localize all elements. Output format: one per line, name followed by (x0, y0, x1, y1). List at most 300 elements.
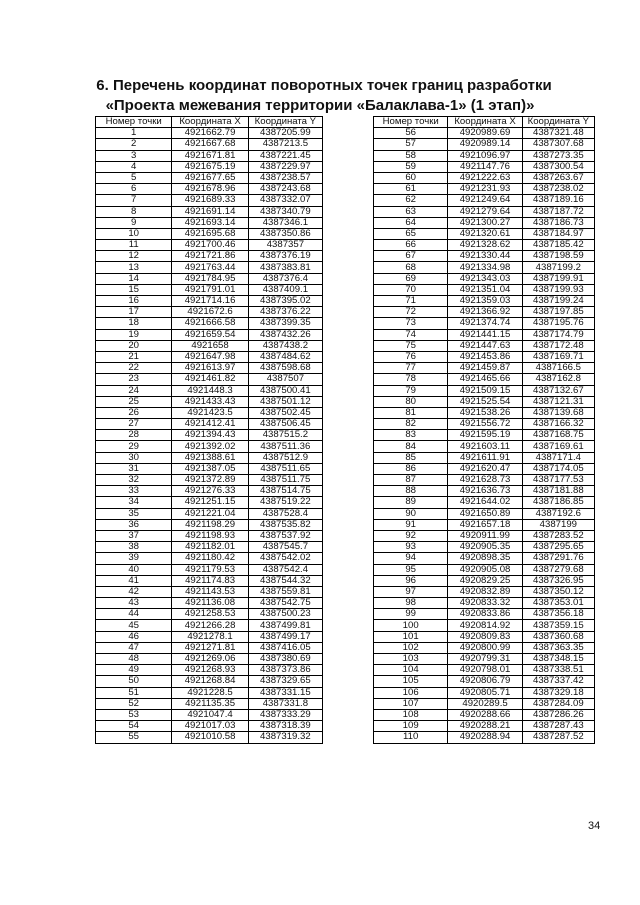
table-row (374, 419, 595, 430)
cell-coord-x: 4921613.97 (172, 363, 248, 374)
cell-coord-y: 4387331.15 (248, 687, 322, 698)
cell-coord-x: 4921650.89 (448, 508, 522, 519)
cell-coord-y: 4387329.18 (522, 687, 594, 698)
cell-coord-y: 4387291.76 (522, 553, 594, 564)
cell-coord-x: 4920809.83 (448, 631, 522, 642)
cell-coord-y: 4387511.65 (248, 463, 322, 474)
table-header-row (374, 117, 595, 128)
cell-point-number: 33 (96, 486, 172, 497)
cell-point-number: 10 (96, 228, 172, 239)
table-row (96, 150, 323, 161)
table-row (374, 374, 595, 385)
cell-point-number: 44 (96, 609, 172, 620)
cell-coord-y: 4387338.51 (522, 665, 594, 676)
table-row (96, 161, 323, 172)
cell-coord-y: 4387360.68 (522, 631, 594, 642)
cell-coord-x: 4920829.25 (448, 575, 522, 586)
cell-point-number: 77 (374, 363, 448, 374)
cell-point-number: 64 (374, 217, 448, 228)
cell-coord-x: 4921671.81 (172, 150, 248, 161)
cell-point-number: 80 (374, 396, 448, 407)
table-row (96, 251, 323, 262)
table-row (96, 676, 323, 687)
header-point-number: Номер точки (374, 117, 448, 128)
cell-coord-x: 4921667.68 (172, 139, 248, 150)
cell-point-number: 88 (374, 486, 448, 497)
cell-point-number: 85 (374, 452, 448, 463)
cell-coord-x: 4921182.01 (172, 542, 248, 553)
table-row (374, 161, 595, 172)
cell-coord-x: 4921672.6 (172, 307, 248, 318)
cell-coord-x: 4921721.86 (172, 251, 248, 262)
cell-coord-x: 4921222.63 (448, 172, 522, 183)
table-row (96, 284, 323, 295)
cell-coord-x: 4921538.26 (448, 407, 522, 418)
table-row (96, 296, 323, 307)
table-row (96, 240, 323, 251)
table-row (96, 307, 323, 318)
cell-coord-x: 4921135.35 (172, 698, 248, 709)
cell-coord-y: 4387198.59 (522, 251, 594, 262)
cell-coord-y: 4387537.92 (248, 530, 322, 541)
cell-coord-x: 4921461.82 (172, 374, 248, 385)
cell-coord-y: 4387337.42 (522, 676, 594, 687)
table-row (96, 340, 323, 351)
cell-coord-y: 4387326.95 (522, 575, 594, 586)
cell-coord-x: 4921659.54 (172, 329, 248, 340)
table-row (374, 665, 595, 676)
cell-coord-y: 4387511.36 (248, 441, 322, 452)
cell-coord-x: 4921374.74 (448, 318, 522, 329)
table-row (96, 654, 323, 665)
cell-coord-y: 4387168.75 (522, 430, 594, 441)
cell-point-number: 93 (374, 542, 448, 553)
cell-coord-y: 4387399.35 (248, 318, 322, 329)
cell-point-number: 71 (374, 296, 448, 307)
table-row (374, 642, 595, 653)
cell-coord-y: 4387395.02 (248, 296, 322, 307)
title-line-2: «Проекта межевания территории «Балаклава-1» (1 этап)» (105, 97, 535, 114)
cell-point-number: 105 (374, 676, 448, 687)
cell-point-number: 30 (96, 452, 172, 463)
cell-coord-x: 4921453.86 (448, 351, 522, 362)
cell-coord-x: 4921387.05 (172, 463, 248, 474)
cell-point-number: 69 (374, 273, 448, 284)
cell-point-number: 51 (96, 687, 172, 698)
table-row (374, 329, 595, 340)
cell-coord-x: 4921647.98 (172, 351, 248, 362)
cell-coord-x: 4921198.29 (172, 519, 248, 530)
cell-coord-x: 4921394.43 (172, 430, 248, 441)
table-row (374, 284, 595, 295)
cell-point-number: 28 (96, 430, 172, 441)
cell-coord-x: 4921278.1 (172, 631, 248, 642)
cell-point-number: 38 (96, 542, 172, 553)
cell-coord-x: 4921763.44 (172, 262, 248, 273)
table-row (96, 217, 323, 228)
coordinates-table-left (95, 116, 323, 744)
cell-coord-x: 4921459.87 (448, 363, 522, 374)
cell-point-number: 89 (374, 497, 448, 508)
cell-point-number: 34 (96, 497, 172, 508)
cell-coord-y: 4387363.35 (522, 642, 594, 653)
cell-coord-y: 4387169.61 (522, 441, 594, 452)
cell-coord-y: 4387121.31 (522, 396, 594, 407)
cell-point-number: 90 (374, 508, 448, 519)
cell-point-number: 47 (96, 642, 172, 653)
cell-point-number: 92 (374, 530, 448, 541)
cell-coord-y: 4387380.69 (248, 654, 322, 665)
cell-coord-x: 4921268.84 (172, 676, 248, 687)
table-row (374, 698, 595, 709)
cell-coord-x: 4921525.54 (448, 396, 522, 407)
cell-coord-x: 4921143.53 (172, 586, 248, 597)
table-row (374, 575, 595, 586)
table-row (374, 262, 595, 273)
table-row (96, 631, 323, 642)
table-row (374, 351, 595, 362)
cell-coord-y: 4387166.32 (522, 419, 594, 430)
cell-coord-x: 4921047.4 (172, 709, 248, 720)
cell-coord-y: 4387199.2 (522, 262, 594, 273)
cell-point-number: 22 (96, 363, 172, 374)
cell-point-number: 60 (374, 172, 448, 183)
cell-coord-y: 4387545.7 (248, 542, 322, 553)
table-row (374, 687, 595, 698)
cell-point-number: 101 (374, 631, 448, 642)
cell-coord-x: 4921636.73 (448, 486, 522, 497)
cell-point-number: 97 (374, 586, 448, 597)
cell-point-number: 35 (96, 508, 172, 519)
table-row (374, 676, 595, 687)
cell-coord-x: 4921174.83 (172, 575, 248, 586)
table-row (96, 497, 323, 508)
cell-point-number: 49 (96, 665, 172, 676)
cell-coord-y: 4387329.65 (248, 676, 322, 687)
page-number: 34 (588, 820, 601, 832)
table-row (374, 385, 595, 396)
cell-coord-x: 4921017.03 (172, 721, 248, 732)
cell-coord-y: 4387350.86 (248, 228, 322, 239)
cell-point-number: 52 (96, 698, 172, 709)
cell-point-number: 61 (374, 184, 448, 195)
cell-point-number: 13 (96, 262, 172, 273)
cell-point-number: 108 (374, 709, 448, 720)
cell-coord-x: 4921784.95 (172, 273, 248, 284)
cell-coord-y: 4387356.18 (522, 609, 594, 620)
cell-coord-y: 4387598.68 (248, 363, 322, 374)
cell-point-number: 11 (96, 240, 172, 251)
table-row (374, 542, 595, 553)
cell-point-number: 104 (374, 665, 448, 676)
cell-coord-x: 4921010.58 (172, 732, 248, 743)
cell-coord-y: 4387199.24 (522, 296, 594, 307)
cell-point-number: 98 (374, 598, 448, 609)
cell-coord-x: 4921644.02 (448, 497, 522, 508)
table-row (96, 698, 323, 709)
cell-coord-y: 4387279.68 (522, 564, 594, 575)
cell-coord-x: 4920288.21 (448, 721, 522, 732)
cell-coord-y: 4387192.6 (522, 508, 594, 519)
cell-coord-x: 4921678.96 (172, 184, 248, 195)
cell-point-number: 63 (374, 206, 448, 217)
cell-coord-x: 4921433.43 (172, 396, 248, 407)
cell-coord-y: 4387353.01 (522, 598, 594, 609)
cell-coord-x: 4921269.06 (172, 654, 248, 665)
cell-coord-y: 4387166.5 (522, 363, 594, 374)
table-row (374, 363, 595, 374)
cell-coord-y: 4387535.82 (248, 519, 322, 530)
cell-point-number: 7 (96, 195, 172, 206)
table-row (374, 497, 595, 508)
table-row (374, 564, 595, 575)
table-row (374, 273, 595, 284)
cell-coord-y: 4387186.73 (522, 217, 594, 228)
header-coord-x: Координата X (172, 117, 248, 128)
table-row (96, 665, 323, 676)
table-row (96, 553, 323, 564)
cell-coord-x: 4920806.79 (448, 676, 522, 687)
cell-coord-y: 4387359.15 (522, 620, 594, 631)
table-row (374, 475, 595, 486)
cell-coord-x: 4920814.92 (448, 620, 522, 631)
header-coord-y: Координата Y (522, 117, 594, 128)
cell-coord-y: 4387333.29 (248, 709, 322, 720)
cell-coord-y: 4387187.72 (522, 206, 594, 217)
cell-point-number: 29 (96, 441, 172, 452)
cell-coord-x: 4920799.31 (448, 654, 522, 665)
cell-coord-y: 4387321.48 (522, 128, 594, 139)
cell-coord-x: 4920833.86 (448, 609, 522, 620)
cell-coord-y: 4387438.2 (248, 340, 322, 351)
cell-point-number: 102 (374, 642, 448, 653)
cell-coord-x: 4921249.64 (448, 195, 522, 206)
cell-coord-y: 4387300.54 (522, 161, 594, 172)
cell-point-number: 46 (96, 631, 172, 642)
cell-point-number: 43 (96, 598, 172, 609)
cell-coord-y: 4387542.75 (248, 598, 322, 609)
table-row (96, 206, 323, 217)
table-row (96, 139, 323, 150)
table-row (374, 463, 595, 474)
cell-coord-y: 4387542.4 (248, 564, 322, 575)
table-row (96, 228, 323, 239)
table-row (96, 530, 323, 541)
cell-point-number: 94 (374, 553, 448, 564)
cell-coord-y: 4387512.9 (248, 452, 322, 463)
table-row (374, 452, 595, 463)
cell-coord-y: 4387139.68 (522, 407, 594, 418)
cell-coord-y: 4387169.71 (522, 351, 594, 362)
cell-point-number: 96 (374, 575, 448, 586)
cell-coord-x: 4921620.47 (448, 463, 522, 474)
table-row (96, 262, 323, 273)
table-row (96, 486, 323, 497)
table-row (96, 351, 323, 362)
cell-point-number: 8 (96, 206, 172, 217)
cell-coord-x: 4920905.35 (448, 542, 522, 553)
table-row (374, 654, 595, 665)
cell-coord-x: 4921266.28 (172, 620, 248, 631)
cell-coord-x: 4921334.98 (448, 262, 522, 273)
cell-coord-y: 4387373.86 (248, 665, 322, 676)
cell-coord-x: 4921330.44 (448, 251, 522, 262)
cell-point-number: 18 (96, 318, 172, 329)
cell-point-number: 106 (374, 687, 448, 698)
cell-point-number: 109 (374, 721, 448, 732)
cell-coord-x: 4920288.66 (448, 709, 522, 720)
table-row (374, 407, 595, 418)
table-row (96, 452, 323, 463)
cell-point-number: 37 (96, 530, 172, 541)
cell-coord-x: 4921359.03 (448, 296, 522, 307)
cell-point-number: 91 (374, 519, 448, 530)
cell-coord-x: 4921271.81 (172, 642, 248, 653)
cell-coord-y: 4387519.22 (248, 497, 322, 508)
cell-coord-x: 4921372.89 (172, 475, 248, 486)
table-row (374, 631, 595, 642)
header-point-number: Номер точки (96, 117, 172, 128)
coordinates-table-right (373, 116, 595, 744)
table-row (374, 441, 595, 452)
cell-coord-x: 4921366.92 (448, 307, 522, 318)
table-row (96, 598, 323, 609)
cell-coord-x: 4921662.79 (172, 128, 248, 139)
cell-coord-x: 4921328.62 (448, 240, 522, 251)
cell-coord-x: 4920805.71 (448, 687, 522, 698)
cell-point-number: 81 (374, 407, 448, 418)
cell-point-number: 4 (96, 161, 172, 172)
table-row (374, 486, 595, 497)
cell-coord-y: 4387514.75 (248, 486, 322, 497)
cell-coord-x: 4921268.93 (172, 665, 248, 676)
cell-coord-y: 4387243.68 (248, 184, 322, 195)
cell-coord-y: 4387340.79 (248, 206, 322, 217)
cell-coord-x: 4921595.19 (448, 430, 522, 441)
cell-point-number: 41 (96, 575, 172, 586)
cell-coord-x: 4921611.91 (448, 452, 522, 463)
cell-point-number: 78 (374, 374, 448, 385)
cell-coord-y: 4387318.39 (248, 721, 322, 732)
cell-coord-x: 4921279.64 (448, 206, 522, 217)
cell-coord-x: 4921658 (172, 340, 248, 351)
table-row (374, 128, 595, 139)
cell-coord-y: 4387499.17 (248, 631, 322, 642)
cell-coord-y: 4387295.65 (522, 542, 594, 553)
cell-point-number: 12 (96, 251, 172, 262)
cell-coord-y: 4387199.91 (522, 273, 594, 284)
cell-coord-x: 4921509.15 (448, 385, 522, 396)
cell-coord-x: 4921714.16 (172, 296, 248, 307)
table-row (96, 508, 323, 519)
cell-coord-y: 4387499.81 (248, 620, 322, 631)
cell-point-number: 25 (96, 396, 172, 407)
cell-coord-y: 4387346.1 (248, 217, 322, 228)
cell-point-number: 75 (374, 340, 448, 351)
cell-coord-x: 4921675.19 (172, 161, 248, 172)
cell-coord-y: 4387348.15 (522, 654, 594, 665)
cell-point-number: 26 (96, 407, 172, 418)
table-row (374, 296, 595, 307)
cell-coord-x: 4920989.14 (448, 139, 522, 150)
cell-coord-x: 4921300.27 (448, 217, 522, 228)
cell-coord-y: 4387376.22 (248, 307, 322, 318)
cell-coord-x: 4921556.72 (448, 419, 522, 430)
cell-coord-x: 4921628.73 (448, 475, 522, 486)
cell-coord-x: 4921136.08 (172, 598, 248, 609)
cell-coord-x: 4921351.04 (448, 284, 522, 295)
cell-coord-x: 4921228.5 (172, 687, 248, 698)
cell-coord-y: 4387319.32 (248, 732, 322, 743)
cell-coord-x: 4921231.93 (448, 184, 522, 195)
table-row (96, 273, 323, 284)
table-row (96, 732, 323, 743)
table-row (374, 240, 595, 251)
table-row (374, 307, 595, 318)
cell-point-number: 48 (96, 654, 172, 665)
cell-coord-y: 4387238.57 (248, 172, 322, 183)
table-row (96, 363, 323, 374)
cell-coord-y: 4387286.26 (522, 709, 594, 720)
cell-point-number: 99 (374, 609, 448, 620)
cell-point-number: 95 (374, 564, 448, 575)
cell-coord-y: 4387307.68 (522, 139, 594, 150)
cell-point-number: 15 (96, 284, 172, 295)
table-row (96, 195, 323, 206)
table-row (96, 575, 323, 586)
title-line-1: 6. Перечень координат поворотных точек границ разработки (96, 77, 552, 94)
cell-point-number: 16 (96, 296, 172, 307)
cell-point-number: 2 (96, 139, 172, 150)
cell-point-number: 62 (374, 195, 448, 206)
cell-coord-y: 4387189.16 (522, 195, 594, 206)
table-row (96, 586, 323, 597)
cell-coord-x: 4921448.3 (172, 385, 248, 396)
table-row (96, 721, 323, 732)
cell-coord-y: 4387185.42 (522, 240, 594, 251)
table-row (374, 519, 595, 530)
table-row (374, 206, 595, 217)
cell-point-number: 1 (96, 128, 172, 139)
table-row (374, 598, 595, 609)
cell-coord-y: 4387332.07 (248, 195, 322, 206)
cell-coord-y: 4387184.97 (522, 228, 594, 239)
cell-coord-y: 4387177.53 (522, 475, 594, 486)
cell-coord-x: 4921465.66 (448, 374, 522, 385)
table-row (374, 228, 595, 239)
cell-coord-x: 4921096.97 (448, 150, 522, 161)
cell-coord-x: 4921180.42 (172, 553, 248, 564)
table-row (96, 184, 323, 195)
cell-coord-y: 4387181.88 (522, 486, 594, 497)
table-row (96, 172, 323, 183)
cell-point-number: 36 (96, 519, 172, 530)
cell-coord-x: 4921666.58 (172, 318, 248, 329)
cell-point-number: 45 (96, 620, 172, 631)
cell-coord-y: 4387205.99 (248, 128, 322, 139)
cell-coord-y: 4387287.43 (522, 721, 594, 732)
cell-coord-x: 4921251.15 (172, 497, 248, 508)
table-row (96, 687, 323, 698)
cell-coord-x: 4921657.18 (448, 519, 522, 530)
table-row (374, 553, 595, 564)
cell-coord-y: 4387416.05 (248, 642, 322, 653)
cell-point-number: 9 (96, 217, 172, 228)
table-row (96, 564, 323, 575)
table-row (96, 441, 323, 452)
cell-point-number: 58 (374, 150, 448, 161)
cell-coord-x: 4921677.65 (172, 172, 248, 183)
